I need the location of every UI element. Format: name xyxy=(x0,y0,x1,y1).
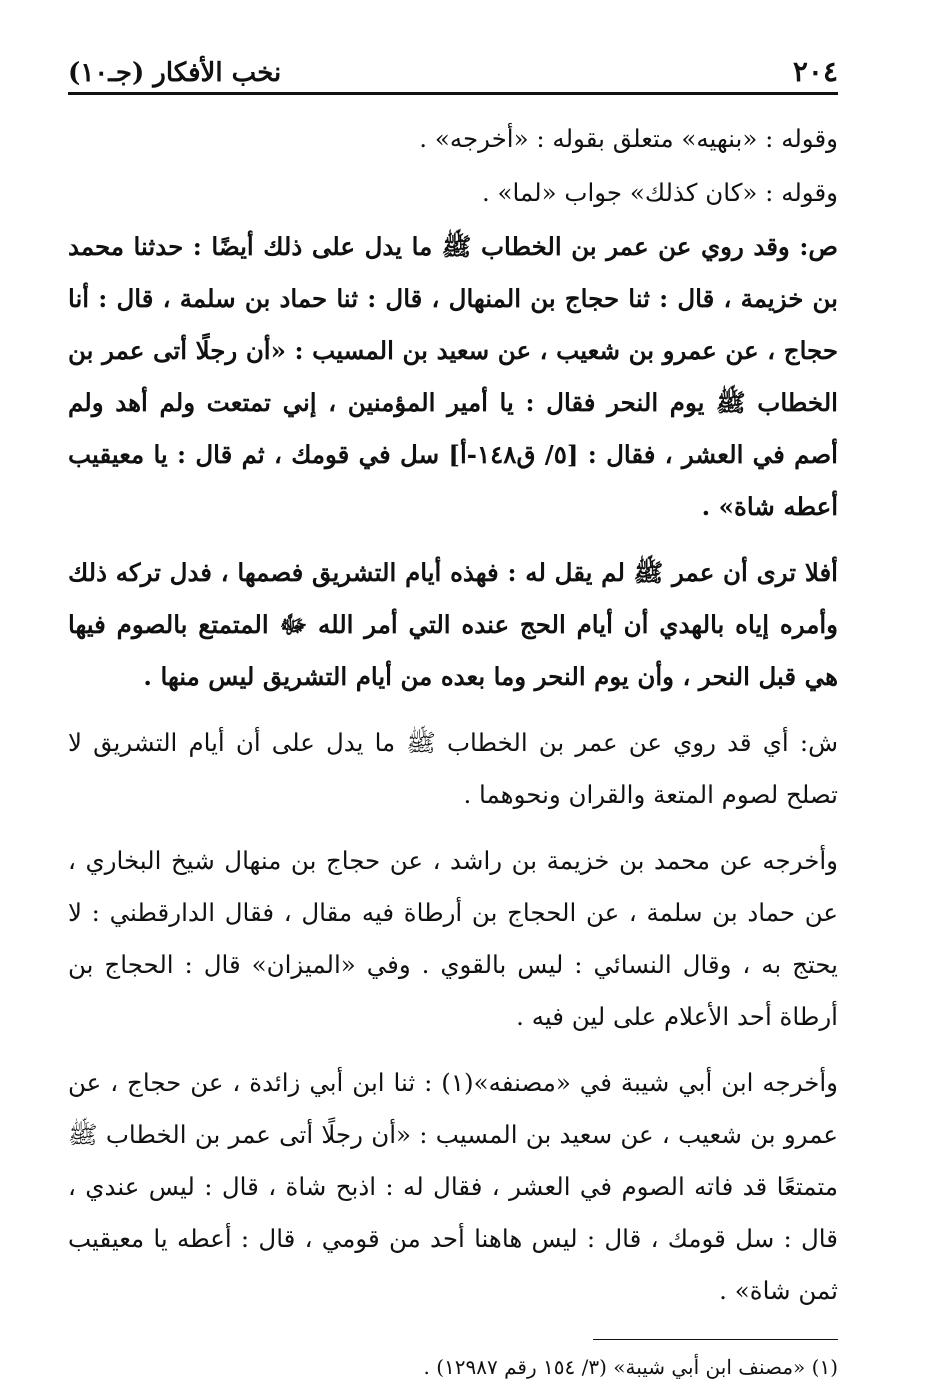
paragraph-text-sad: ص: وقد روي عن عمر بن الخطاب ﷺ ما يدل على ذلك أيضًا : حدثنا محمد بن خزيمة ، قال : ثنا حجاج بن المنهال ، قال : ثنا حماد بن سلمة ، قال : أنا حجاج ، عن عمرو بن شعيب ، عن سعيد بن المسيب : «أن رجلًا أتى عمر بن الخطاب ﷺ يوم النحر فقال : يا أمير المؤمنين ، إني تمتعت ولم أهد ولم أصم في العشر ، فقال : [٥/ ق١٤٨-أ] سل في قومك ، ثم قال : يا معيقيب أعطه شاة» . xyxy=(68,232,838,521)
running-header xyxy=(68,40,838,95)
paragraph-2: وقوله : «كان كذلك» جواب «لما» . xyxy=(481,178,838,207)
book-title: نخب الأفكار (جـ١٠) xyxy=(68,58,282,88)
paragraph-isnad-1: وأخرجه عن محمد بن خزيمة بن راشد ، عن حجاج بن منهال شيخ البخاري ، عن حماد بن سلمة ، عن الحجاج بن أرطاة فيه مقال ، فقال الدارقطني : لا يحتج به ، وقال النسائي : ليس بالقوي . وفي «الميزان» قال : الحجاج بن أرطاة أحد الأعلام على لين فيه . xyxy=(68,846,838,1031)
document-page xyxy=(68,40,838,1384)
paragraph-explanation-shin: ش: أي قد روي عن عمر بن الخطاب ﷺ ما يدل على أن أيام التشريق لا تصلح لصوم المتعة والقران ونحوهما . xyxy=(68,728,838,809)
footnote: (١) «مصنف ابن أبي شيبة» (٣/ ١٥٤ رقم ١٢٩٨٧) . xyxy=(423,1355,838,1379)
paragraph-1: وقوله : «بنهيه» متعلق بقوله : «أخرجه» . xyxy=(419,124,838,153)
paragraph-isnad-2: وأخرجه ابن أبي شيبة في «مصنفه»(١) : ثنا ابن أبي زائدة ، عن حجاج ، عن عمرو بن شعيب ، عن سعيد بن المسيب : «أن رجلًا أتى عمر بن الخطاب ﷺ متمتعًا قد فاته الصوم في العشر ، فقال له : اذبح شاة ، قال : ليس عندي ، قال : سل قومك ، قال : ليس هاهنا أحد من قومي ، قال : أعطه يا معيقيب ثمن شاة» . xyxy=(68,1068,838,1305)
footnote-divider xyxy=(593,1339,838,1340)
body-text xyxy=(68,113,838,1317)
page-number: ٢٠٤ xyxy=(792,55,838,88)
paragraph-commentary: أفلا ترى أن عمر ﷺ لم يقل له : فهذه أيام التشريق فصمها ، فدل تركه ذلك وأمره إياه بالهدي أن أيام الحج عنده التي أمر الله ﷻ المتمتع بالصوم فيها هي قبل النحر ، وأن يوم النحر وما بعده من أيام التشريق ليس منها . xyxy=(68,558,838,691)
